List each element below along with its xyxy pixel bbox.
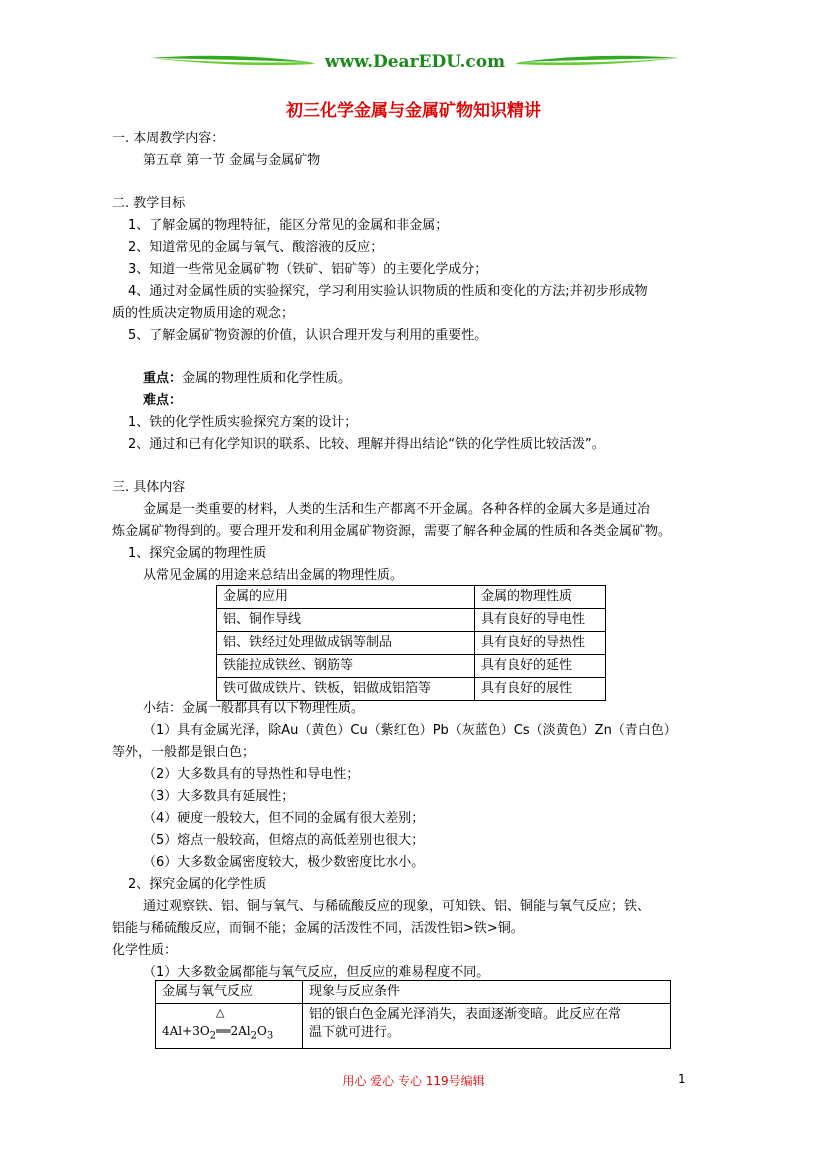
goal-item: 3、知道一些常见金属矿物（铁矿、铝矿等）的主要化学成分； (128, 262, 488, 277)
section-1-content: 第五章 第一节 金属与金属矿物 (143, 153, 321, 168)
equation-subscript: 3 (266, 1030, 274, 1042)
goal-item: 4、通过对金属性质的实验探究，学习利用实验认识物质的性质和变化的方法;并初步形成物 (128, 284, 648, 299)
site-url[interactable]: www.DearEDU.com (324, 52, 506, 72)
equation-subscript: 2 (209, 1030, 217, 1042)
oxygen-reaction-table (155, 980, 671, 1049)
reaction-description-line: 温下就可进行。 (309, 1025, 401, 1040)
difficulty-item: 1、铁的化学性质实验探究方案的设计； (128, 415, 358, 430)
subsection-1-intro: 从常见金属的用途来总结出金属的物理性质。 (143, 568, 404, 583)
property-item: （5）熔点一般较高，但熔点的高低差别也很大； (143, 833, 425, 848)
key-point-text: 金属的物理性质和化学性质。 (182, 371, 352, 386)
table-header: 现象与反应条件 (303, 981, 671, 1004)
equation-part: O (257, 1024, 267, 1038)
table-row (217, 632, 606, 655)
goal-item-continued: 质的性质决定物质用途的观念； (112, 306, 295, 321)
subsection-2-heading: 2、探究金属的化学性质 (128, 877, 267, 892)
intro-paragraph: 金属是一类重要的材料，人类的生活和生产都离不开金属。各种各样的金属大多是通过冶 (143, 502, 651, 517)
property-item: （4）硬度一般较大，但不同的金属有很大差别； (143, 811, 425, 826)
table-cell: 铁能拉成铁丝、钢筋等 (217, 655, 475, 678)
property-item: （2）大多数具有的导热性和导电性； (143, 767, 360, 782)
table-header: 金属与氧气反应 (156, 981, 303, 1004)
page-footer: 用心 爱心 专心 119号编辑 (342, 1074, 485, 1088)
page-number: 1 (678, 1072, 686, 1086)
subsection-1-heading: 1、探究金属的物理性质 (128, 546, 267, 561)
equation-cell (156, 1004, 303, 1049)
intro-paragraph: 炼金属矿物得到的。要合理开发和利用金属矿物资源，需要了解各种金属的性质和各类金属矿物。 (112, 524, 672, 539)
physical-properties-table (216, 585, 606, 701)
property-item: （3）大多数具有延展性； (143, 789, 295, 804)
table-row (217, 609, 606, 632)
section-3-heading: 三. 具体内容 (112, 480, 186, 495)
reaction-description-cell (303, 1004, 671, 1049)
subsection-2-intro: 铝能与稀硫酸反应，而铜不能；金属的活泼性不同，活泼性铝>铁>铜。 (112, 921, 524, 936)
chemical-equation (162, 1022, 273, 1045)
key-point-label: 重点： (143, 371, 183, 386)
table-cell: 铁可做成铁片、铁板，铝做成铝箔等 (217, 678, 475, 701)
goal-item: 5、了解金属矿物资源的价值，认识合理开发与利用的重要性。 (128, 328, 488, 343)
property-item: （6）大多数金属密度较大，极少数密度比水小。 (143, 855, 425, 870)
page-title: 初三化学金属与金属矿物知识精讲 (286, 101, 541, 121)
goal-item: 1、了解金属的物理特征，能区分常见的金属和非金属； (128, 218, 449, 233)
equation-part: 4Al+3O (162, 1024, 210, 1038)
table-cell: 具有良好的导电性 (475, 609, 606, 632)
key-point (143, 370, 351, 388)
equation-part: ══2Al (216, 1024, 251, 1038)
table-header-row (156, 981, 671, 1004)
table-header: 金属的物理性质 (475, 586, 606, 609)
site-banner (150, 48, 680, 78)
chem-properties-label: 化学性质： (112, 943, 178, 958)
equation-subscript: 2 (250, 1030, 258, 1042)
table-row (156, 1004, 671, 1049)
table-cell: 具有良好的展性 (475, 678, 606, 701)
table-cell: 具有良好的导热性 (475, 632, 606, 655)
table-cell: 具有良好的延性 (475, 655, 606, 678)
reaction-description-line: 铝的银白色金属光泽消失，表面逐渐变暗。此反应在常 (309, 1007, 622, 1022)
table-header: 金属的应用 (217, 586, 475, 609)
chem-property-item: （1）大多数金属都能与氧气反应，但反应的难易程度不同。 (143, 965, 490, 980)
section-1-heading: 一. 本周教学内容： (112, 131, 225, 146)
property-item: （1）具有金属光泽，除Au（黄色）Cu（紫红色）Pb（灰蓝色）Cs（淡黄色）Zn（青白色） (143, 723, 677, 738)
goal-item: 2、知道常见的金属与氧气、酸溶液的反应； (128, 240, 384, 255)
table-cell: 铝、铁经过处理做成锅等制品 (217, 632, 475, 655)
section-2-heading: 二. 教学目标 (112, 196, 186, 211)
subsection-2-intro: 通过观察铁、铝、铜与氧气、与稀硫酸反应的现象，可知铁、铝、铜能与氧气反应；铁、 (143, 899, 651, 914)
heat-condition-symbol: △ (216, 1006, 225, 1019)
summary-line: 小结：金属一般都具有以下物理性质。 (143, 701, 365, 716)
property-item-continued: 等外，一般都是银白色； (112, 745, 256, 760)
table-row (217, 678, 606, 701)
difficulty-label: 难点： (143, 393, 183, 408)
table-row (217, 655, 606, 678)
table-cell: 铝、铜作导线 (217, 609, 475, 632)
difficulty-item: 2、通过和已有化学知识的联系、比较、理解并得出结论“铁的化学性质比较活泼”。 (128, 437, 605, 452)
table-header-row (217, 586, 606, 609)
